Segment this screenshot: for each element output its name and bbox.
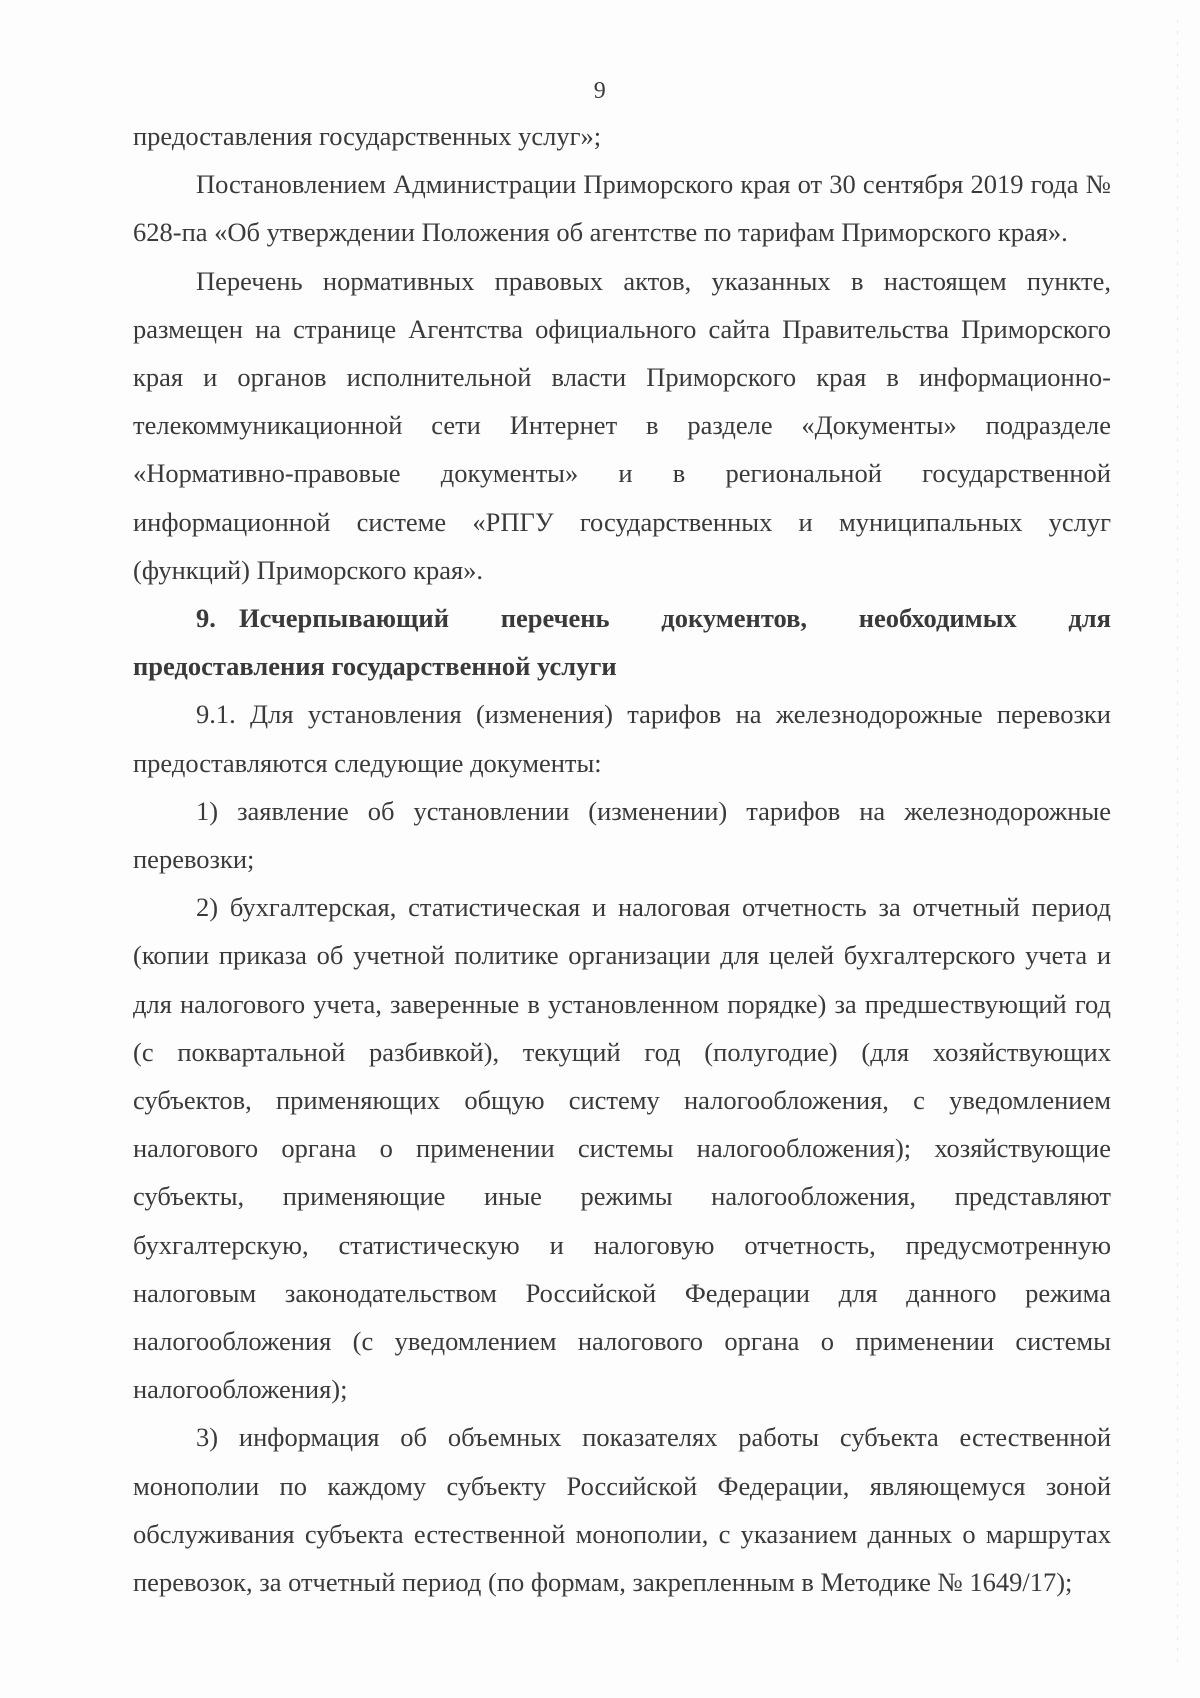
section-heading-number: 9. xyxy=(196,603,216,634)
paragraph-continuation: предоставления государственных услуг»; xyxy=(133,121,602,151)
section-heading xyxy=(133,594,1111,690)
section-heading-text: Исчерпывающий перечень документов, необходимых для предоставления государственной услуги xyxy=(133,603,1111,682)
list-item-3: 3) информация об объемных показателях работы субъекта естественной монополии по каждому субъекту Российской Федерации, являющемуся зоной обслуживания субъекта естественной монополии, с указанием данных о маршрутах перевозок, за отчетный период (по формам, закрепленным в Методике № 1649/17); xyxy=(133,1422,1111,1598)
list-item-2: 2) бухгалтерская, статистическая и налоговая отчетность за отчетный период (копии приказа об учетной политике организации для целей бухгалтерского учета и для налогового учета, заверенные в установленном порядке) за предшествующий год (с поквартальной разбивкой), текущий год (полугодие) (для хозяйствующих субъектов, применяющих общую систему налогообложения, с уведомлением налогового органа о применении системы налогообложения); хозяйствующие субъекты, применяющие иные режимы налогообложения, представляют бухгалтерскую, статистическую и налоговую отчетность, предусмотренную налоговым законодательством Российской Федерации для данного режима налогообложения (с уведомлением налогового органа о применении системы налогообложения); xyxy=(133,892,1111,1405)
list-item-1: 1) заявление об установлении (изменении) тарифов на железнодорожные перевозки; xyxy=(133,795,1111,875)
paragraph-acts-list: Перечень нормативных правовых актов, указанных в настоящем пункте, размещен на странице Агентства официального сайта Правительства Приморского края и органов исполнительной власти Приморского края в информационно-телекоммуникационной сети Интернет в разделе «Документы» подразделе «Нормативно-правовые документы» и в региональной государственной информационной системе «РПГУ государственных и муниципальных услуг (функций) Приморского края». xyxy=(133,265,1111,585)
document-body xyxy=(133,112,1111,1606)
paragraph-resolution: Постановлением Администрации Приморского края от 30 сентября 2019 года № 628-па «Об утверждении Положения об агентстве по тарифам Приморского края». xyxy=(133,169,1111,248)
paragraph-9-1: 9.1. Для установления (изменения) тарифов на железнодорожные перевозки предоставляются следующие документы: xyxy=(133,699,1111,778)
scan-edge-artifact xyxy=(1177,20,1178,1670)
page-number: 9 xyxy=(593,78,607,104)
